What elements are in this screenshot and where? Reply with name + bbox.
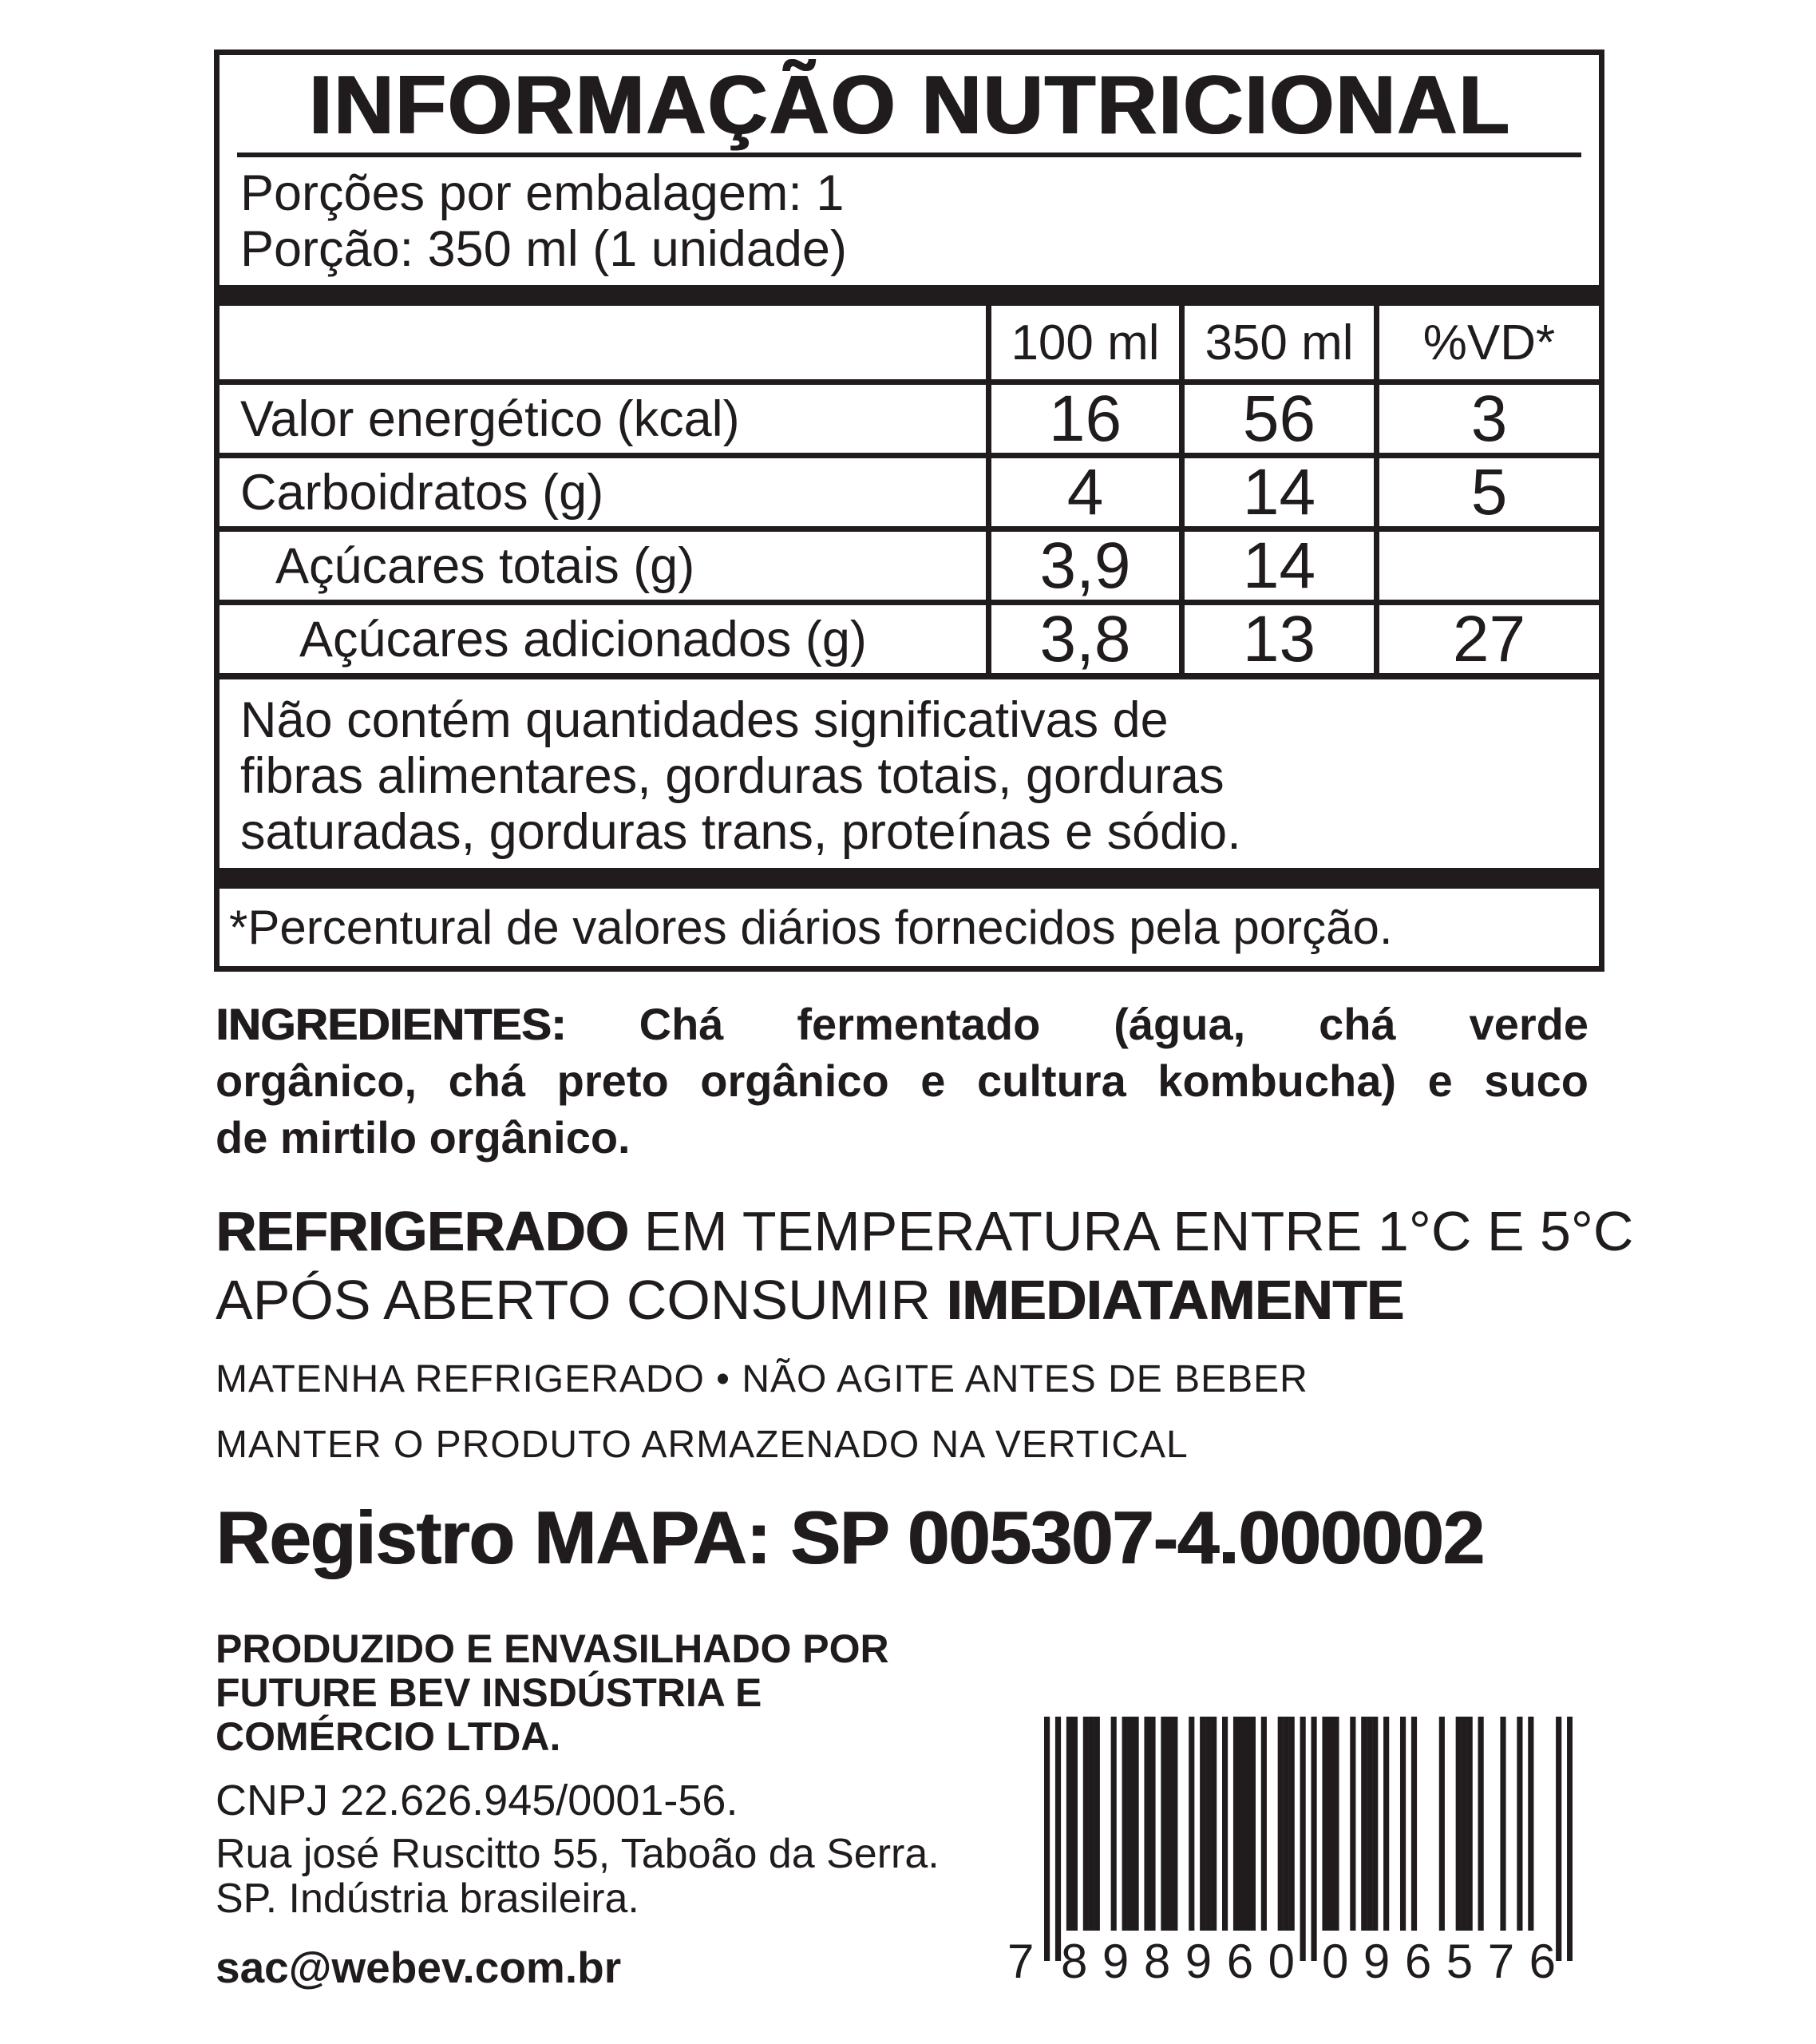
row-label-added-sugars: Açúcares adicionados (g) bbox=[220, 600, 986, 673]
row-total-sugars-vd bbox=[1374, 526, 1599, 600]
store-vertical-line: MANTER O PRODUTO ARMAZENADO NA VERTICAL bbox=[216, 1424, 1189, 1466]
barcode-digits-left: 8 9 8 9 6 0 bbox=[1061, 1935, 1295, 1988]
servings-per-package: Porções por embalagem: 1 bbox=[240, 165, 845, 221]
immediately-word: IMEDIATAMENTE bbox=[946, 1269, 1404, 1331]
produced-by-line: PRODUZIDO E ENVASILHADO POR bbox=[216, 1626, 889, 1671]
row-energy-vd: 3 bbox=[1374, 379, 1599, 453]
note-line-3: saturadas, gorduras trans, proteínas e sódio. bbox=[240, 804, 1241, 860]
row-energy-per100: 16 bbox=[986, 379, 1179, 453]
mapa-registration: Registro MAPA: SP 005307-4.000002 bbox=[216, 1495, 1484, 1579]
row-added-sugars-per350: 13 bbox=[1179, 600, 1374, 673]
row-total-sugars-per100: 3,9 bbox=[986, 526, 1179, 600]
row-label-total-sugars: Açúcares totais (g) bbox=[220, 526, 986, 600]
sac-email: sac@webev.com.br bbox=[216, 1943, 622, 1992]
column-header-100ml: 100 ml bbox=[986, 306, 1179, 379]
row-carbs-per100: 4 bbox=[986, 453, 1179, 526]
refrigerated-word: REFRIGERADO bbox=[216, 1200, 629, 1262]
row-total-sugars-per350: 14 bbox=[1179, 526, 1374, 600]
no-significant-amounts-note bbox=[240, 692, 1578, 860]
after-opening-line bbox=[216, 1268, 1589, 1332]
row-label-carbs: Carboidratos (g) bbox=[220, 453, 986, 526]
company-name-line: FUTURE BEV INSDÚSTRIA E bbox=[216, 1670, 762, 1715]
barcode-digits-right: 0 9 6 5 7 6 bbox=[1322, 1935, 1556, 1988]
ingredients-line-1 bbox=[216, 996, 1589, 1052]
row-carbs-per350: 14 bbox=[1179, 453, 1374, 526]
address-line-1: Rua josé Ruscitto 55, Taboão da Serra. bbox=[216, 1831, 940, 1877]
row-added-sugars-vd: 27 bbox=[1374, 600, 1599, 673]
daily-values-footnote: *Percentural de valores diários fornecidos pela porção. bbox=[229, 901, 1393, 954]
cnpj-number: CNPJ 22.626.945/0001-56. bbox=[216, 1777, 738, 1824]
section-bar-bottom bbox=[220, 868, 1599, 889]
serving-size: Porção: 350 ml (1 unidade) bbox=[240, 221, 847, 277]
row-added-sugars-per100: 3,8 bbox=[986, 600, 1179, 673]
note-line-1: Não contém quantidades significativas de bbox=[240, 692, 1169, 748]
note-line-2: fibras alimentares, gorduras totais, gorduras bbox=[240, 748, 1225, 804]
nutrition-facts-panel bbox=[214, 50, 1604, 972]
temperature-range-text: EM TEMPERATURA ENTRE 1°C E 5°C bbox=[628, 1200, 1634, 1262]
column-header-350ml: 350 ml bbox=[1179, 306, 1374, 379]
storage-temperature-line bbox=[216, 1199, 1634, 1263]
section-bar-top bbox=[220, 285, 1599, 306]
after-opening-text: APÓS ABERTO CONSUMIR bbox=[216, 1269, 947, 1331]
serving-info bbox=[240, 165, 1599, 277]
table-corner-blank bbox=[220, 306, 986, 379]
ingredients-paragraph bbox=[216, 996, 1589, 1166]
row-carbs-vd: 5 bbox=[1374, 453, 1599, 526]
barcode-digit-first: 7 bbox=[1007, 1935, 1035, 1988]
ingredients-line-1-rest: Chá fermentado (água, chá verde bbox=[565, 999, 1589, 1049]
nutrition-table bbox=[220, 306, 1599, 679]
title-divider bbox=[237, 153, 1581, 157]
ean13-barcode bbox=[1007, 1717, 1573, 2004]
ingredients-label: INGREDIENTES: bbox=[216, 999, 566, 1049]
keep-refrigerated-line: MATENHA REFRIGERADO • NÃO AGITE ANTES DE BEBER bbox=[216, 1358, 1308, 1400]
row-energy-per350: 56 bbox=[1179, 379, 1374, 453]
address-line-2: SP. Indústria brasileira. bbox=[216, 1876, 639, 1922]
barcode-bars bbox=[1044, 1717, 1573, 1961]
column-header-vd: %VD* bbox=[1374, 306, 1599, 379]
row-label-energy: Valor energético (kcal) bbox=[220, 379, 986, 453]
ingredients-line-3: de mirtilo orgânico. bbox=[216, 1112, 631, 1163]
panel-title: INFORMAÇÃO NUTRICIONAL bbox=[308, 59, 1510, 152]
company-name-line2: COMÉRCIO LTDA. bbox=[216, 1714, 561, 1759]
ingredients-line-2: orgânico, chá preto orgânico e cultura kombucha) e suco bbox=[216, 1056, 1589, 1106]
